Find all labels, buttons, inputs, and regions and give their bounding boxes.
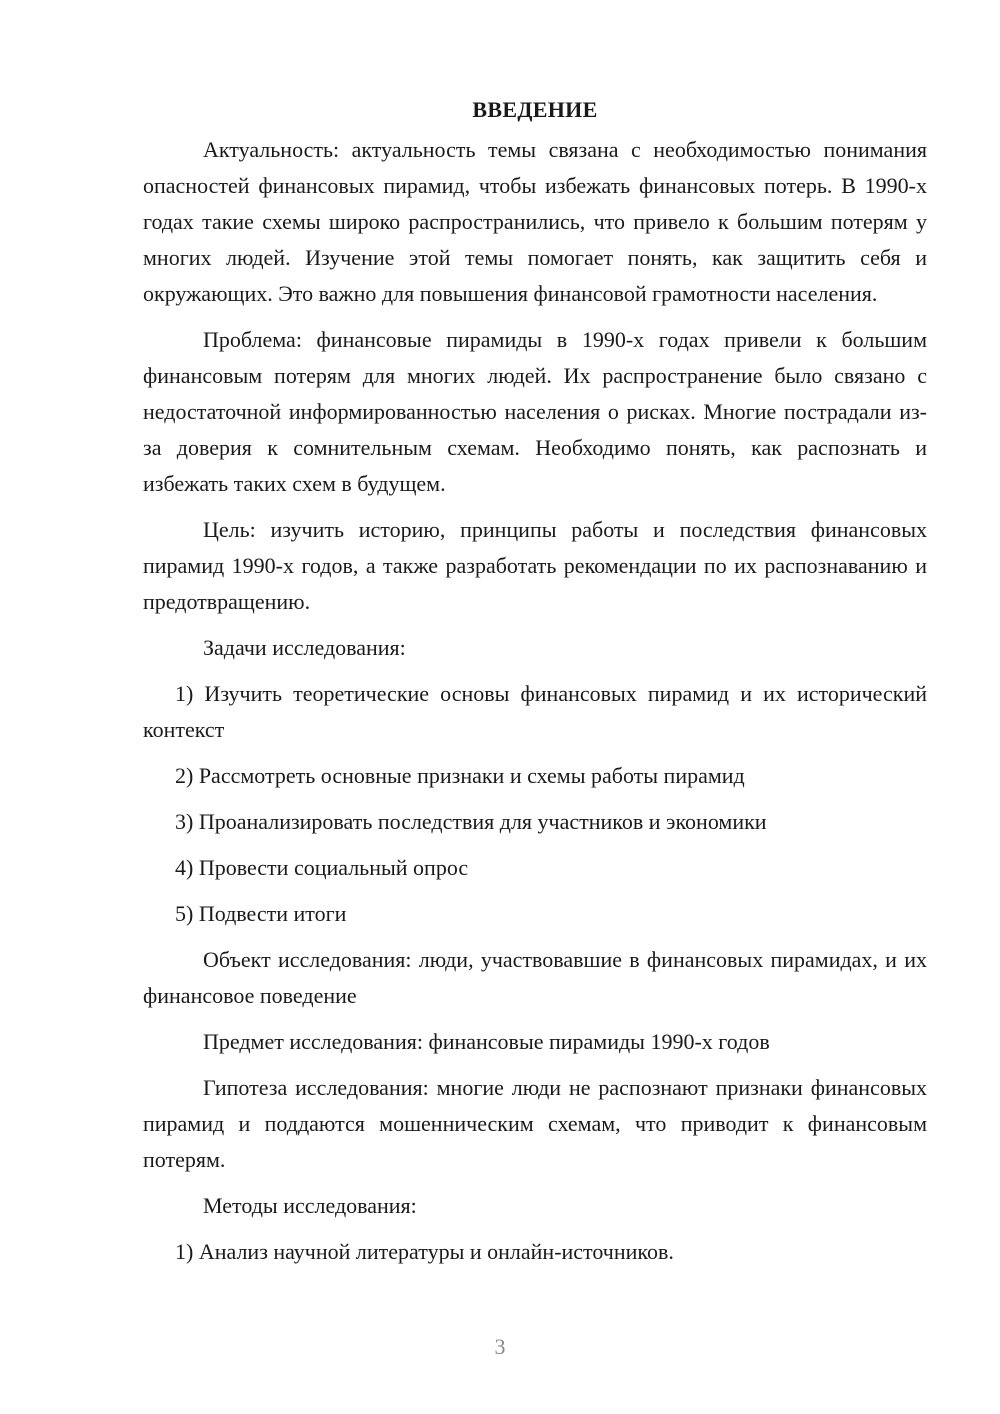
task-item: 1) Изучить теоретические основы финансовых пирамид и их исторический контекст <box>143 681 927 742</box>
page-content <box>143 92 927 1280</box>
page-number: 3 <box>494 1334 506 1359</box>
task-item: 3) Проанализировать последствия для участников и экономики <box>175 809 767 834</box>
paragraph-object: Объект исследования: люди, участвовавшие в финансовых пирамидах, и их финансовое поведение <box>143 947 927 1008</box>
paragraph-relevance: Актуальность: актуальность темы связана с необходимостью понимания опасностей финансовых пирамид, чтобы избежать финансовых потерь. В 1990-х годах такие схемы широко распространились, что привело к большим потерям у многих людей. Изучение этой темы помогает понять, как защитить себя и окружающих. Это важно для повышения финансовой грамотности населения. <box>143 137 927 306</box>
task-item: 4) Провести социальный опрос <box>175 855 469 880</box>
paragraph-hypothesis: Гипотеза исследования: многие люди не распознают признаки финансовых пирамид и поддаются мошенническим схемам, что приводит к финансовым потерям. <box>143 1075 927 1172</box>
paragraph-problem: Проблема: финансовые пирамиды в 1990-х годах привели к большим финансовым потерям для многих людей. Их распространение было связано с недостаточной информированностью населения о рисках. Многие пострадали из-за доверия к сомнительным схемам. Необходимо понять, как распознать и избежать таких схем в будущем. <box>143 327 927 496</box>
methods-heading: Методы исследования: <box>203 1193 417 1218</box>
task-item: 5) Подвести итоги <box>175 901 347 926</box>
task-item: 2) Рассмотреть основные признаки и схемы работы пирамид <box>175 763 745 788</box>
tasks-heading: Задачи исследования: <box>203 635 406 660</box>
paragraph-goal: Цель: изучить историю, принципы работы и последствия финансовых пирамид 1990-х годов, а также разработать рекомендации по их распознаванию и предотвращению. <box>143 517 927 614</box>
paragraph-subject: Предмет исследования: финансовые пирамиды 1990-х годов <box>203 1029 770 1054</box>
section-title: ВВЕДЕНИЕ <box>472 97 598 122</box>
method-item: 1) Анализ научной литературы и онлайн-источников. <box>175 1239 674 1264</box>
